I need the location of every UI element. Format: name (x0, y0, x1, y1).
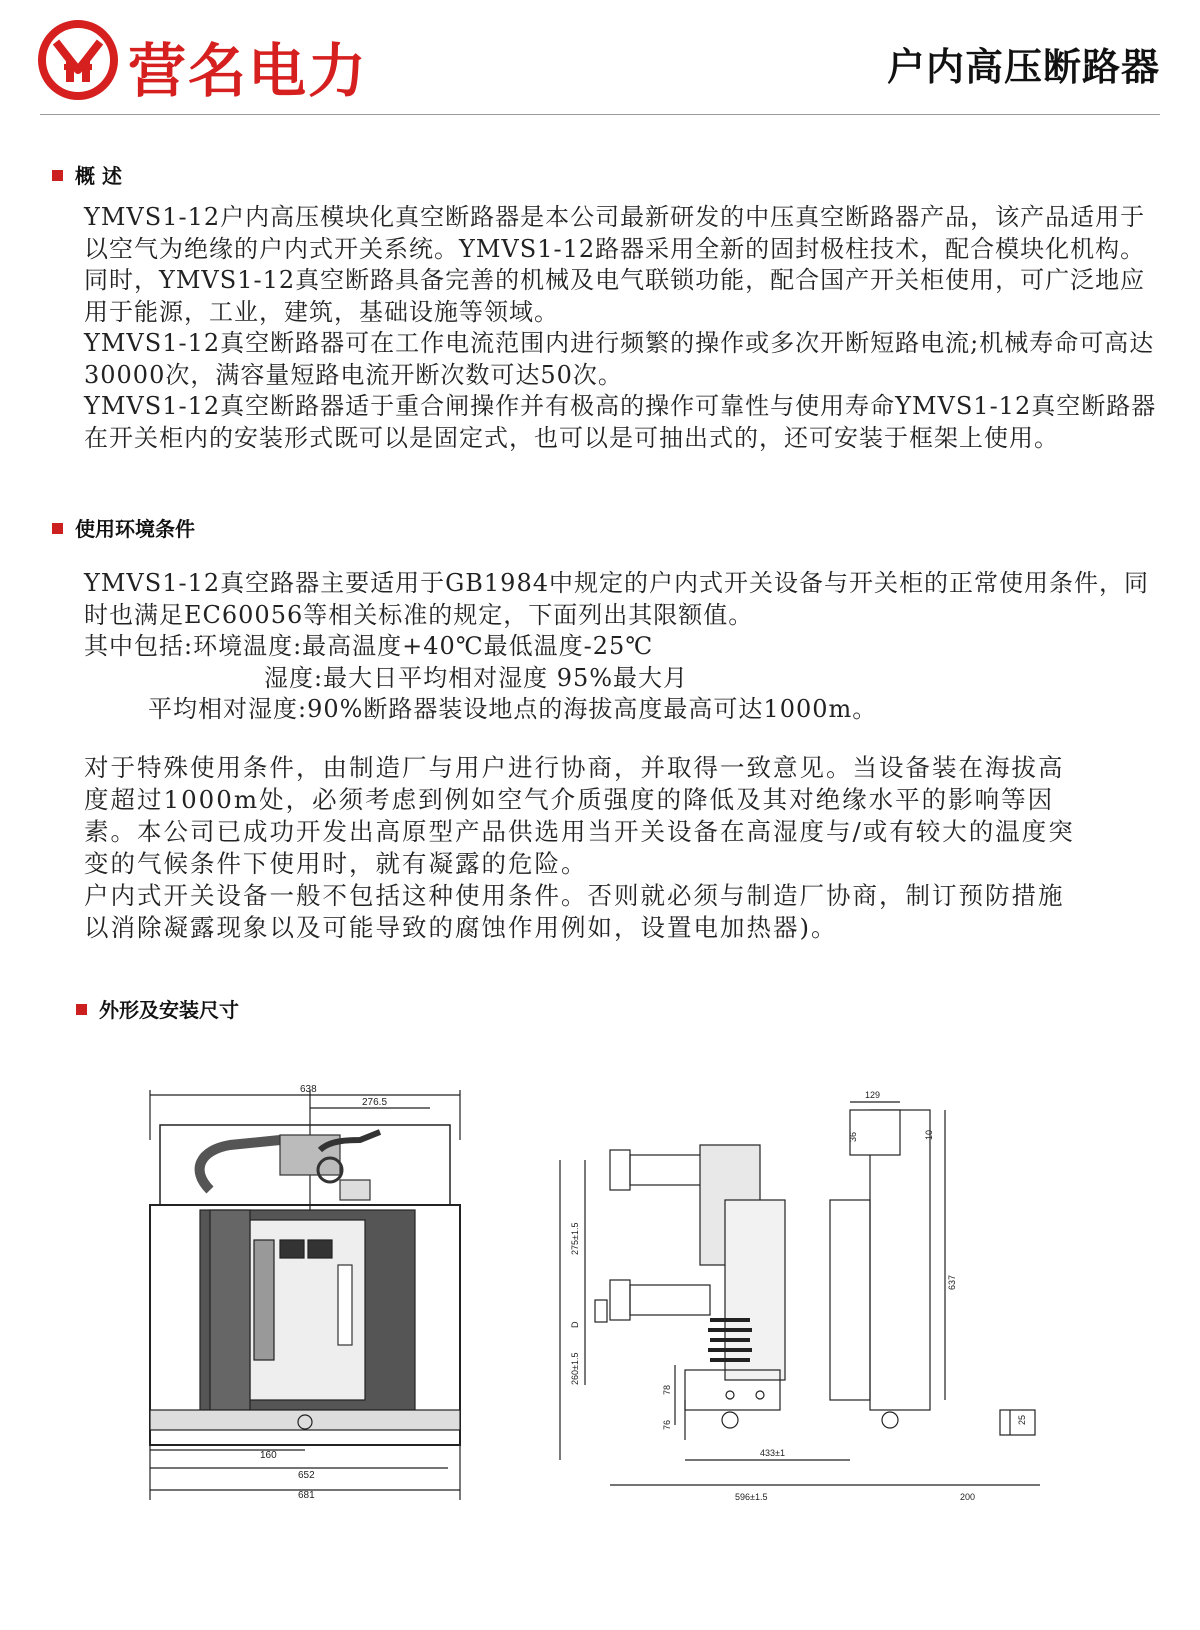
section-title: 外形及安装尺寸 (99, 998, 239, 1022)
brand-name: 营名电力 (128, 37, 369, 105)
dim-label: 160 (260, 1450, 277, 1461)
dim-label: 275±1.5 (570, 1222, 580, 1255)
section-title: 概 述 (75, 164, 122, 188)
dim-label: 76 (662, 1419, 672, 1430)
dim-label: 681 (298, 1490, 315, 1501)
section-environment-heading (52, 513, 195, 542)
paragraph: YMVS1-12真空路器主要适用于GB1984中规定的户内式开关设备与开关柜的正常使用条件，同时也满足EC60056等相关标准的规定，下面列出其限额值。 (84, 569, 1149, 629)
paragraph: 平均相对湿度:90%断路器装设地点的海拔高度最高可达1000m。 (148, 695, 878, 723)
overview-text (84, 202, 1164, 454)
bullet-square-icon (52, 170, 63, 181)
side-view (560, 1102, 1040, 1485)
dim-label: 652 (298, 1470, 315, 1481)
dim-label: 637 (947, 1274, 957, 1290)
bullet-square-icon (52, 523, 63, 534)
dim-label: 10 (924, 1129, 934, 1140)
dim-label: 200 (960, 1492, 976, 1502)
dim-label: 596±1.5 (735, 1492, 768, 1502)
paragraph: YMVS1-12真空断路器可在工作电流范围内进行频繁的操作或多次开断短路电流;机械寿命可高达30000次，满容量短路电流开断次数可达50次。 (84, 329, 1155, 389)
paragraph: 户内式开关设备一般不包括这种使用条件。否则就必须与制造厂协商，制订预防措施以消除凝露现象以及可能导致的腐蚀作用例如，设置电加热器)。 (84, 881, 1065, 942)
paragraph: YMVS1-12真空断路器适于重合闸操作并有极高的操作可靠性与使用寿命YMVS1-12真空断路器在开关柜内的安装形式既可以是固定式，也可以是可抽出式的，还可安装于框架上使用。 (84, 392, 1157, 452)
front-view (150, 1090, 460, 1500)
dim-label: 433±1 (760, 1448, 785, 1458)
environment-text (84, 568, 1164, 726)
dim-label: D (570, 1321, 580, 1328)
section-dimensions-heading (76, 994, 239, 1023)
special-conditions-text (84, 752, 1084, 944)
dim-label: 129 (865, 1090, 881, 1100)
dim-label: 25 (1017, 1414, 1027, 1425)
paragraph: 其中包括:环境温度:最高温度+40℃最低温度-25℃ (84, 632, 654, 660)
section-title: 使用环境条件 (75, 517, 195, 541)
dimension-drawing (130, 1080, 1060, 1510)
dim-label: 78 (662, 1384, 672, 1395)
dim-label: 260±1.5 (570, 1352, 580, 1385)
dim-label: 36 (848, 1131, 858, 1142)
bullet-square-icon (76, 1004, 87, 1015)
paragraph: 对于特殊使用条件，由制造厂与用户进行协商，并取得一致意见。当设备装在海拔高度超过1000m处，必须考虑到例如空气介质强度的降低及其对绝缘水平的影响等因素。本公司已成功开发出高原型产品供选用当开关设备在高湿度与/或有较大的温度突变的气候条件下使用时，就有凝露的危险。 (84, 753, 1075, 878)
document-title: 户内高压断路器 (886, 45, 1160, 89)
header-divider (40, 114, 1160, 115)
paragraph: 湿度:最大日平均相对湿度 95%最大月 (264, 663, 689, 692)
paragraph: YMVS1-12户内高压模块化真空断路器是本公司最新研发的中压真空断路器产品，该产品适用于以空气为绝缘的户内式开关系统。YMVS1-12路器采用全新的固封极柱技术，配合模块化机构。同时，YMVS1-12真空断路具备完善的机械及电气联锁功能，配合国产开关柜使用，可广泛地应用于能源，工业，建筑，基础设施等领域。 (84, 203, 1146, 326)
dim-label: 276.5 (362, 1097, 388, 1108)
page-header (0, 0, 1200, 118)
section-overview-heading (52, 160, 122, 189)
dim-label: 638 (300, 1084, 317, 1095)
company-logo-icon (38, 20, 118, 100)
